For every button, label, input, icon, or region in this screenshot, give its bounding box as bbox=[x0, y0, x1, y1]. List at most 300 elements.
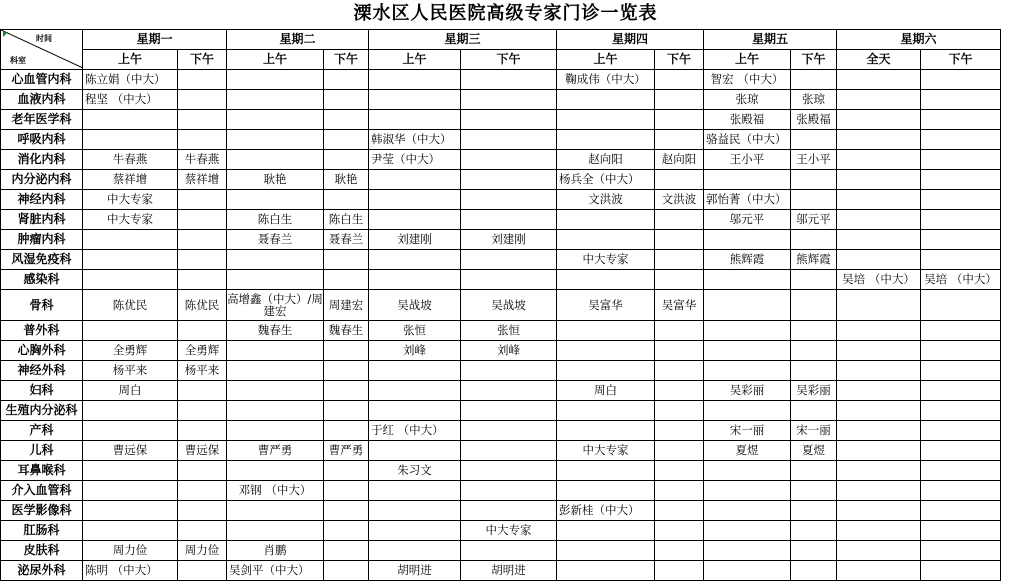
corner-time-label: 时间 bbox=[36, 34, 52, 43]
day-header: 星期二 bbox=[227, 30, 369, 50]
schedule-cell bbox=[324, 250, 369, 270]
table-row bbox=[1, 361, 1001, 381]
schedule-cell bbox=[227, 501, 324, 521]
schedule-cell bbox=[837, 501, 921, 521]
schedule-cell: 全勇辉 bbox=[83, 341, 178, 361]
schedule-cell: 周力俭 bbox=[178, 541, 227, 561]
schedule-cell bbox=[655, 90, 704, 110]
schedule-cell bbox=[791, 461, 837, 481]
schedule-table bbox=[0, 29, 1001, 581]
table-row bbox=[1, 150, 1001, 170]
schedule-cell bbox=[83, 501, 178, 521]
schedule-cell bbox=[837, 230, 921, 250]
corner-cell bbox=[1, 30, 83, 70]
schedule-cell bbox=[227, 190, 324, 210]
schedule-cell: 肖鹏 bbox=[227, 541, 324, 561]
schedule-cell bbox=[227, 70, 324, 90]
schedule-cell: 周力俭 bbox=[83, 541, 178, 561]
table-row bbox=[1, 421, 1001, 441]
schedule-cell bbox=[369, 361, 461, 381]
schedule-cell bbox=[557, 321, 655, 341]
schedule-cell bbox=[655, 210, 704, 230]
department-cell: 消化内科 bbox=[1, 150, 83, 170]
schedule-cell bbox=[461, 130, 557, 150]
schedule-cell: 曹严勇 bbox=[324, 441, 369, 461]
department-cell: 肿瘤内科 bbox=[1, 230, 83, 250]
schedule-cell bbox=[921, 501, 1001, 521]
schedule-cell bbox=[921, 150, 1001, 170]
schedule-cell bbox=[837, 421, 921, 441]
schedule-cell bbox=[227, 421, 324, 441]
schedule-cell bbox=[227, 250, 324, 270]
schedule-cell bbox=[837, 561, 921, 581]
schedule-cell: 王小平 bbox=[704, 150, 791, 170]
schedule-cell bbox=[791, 521, 837, 541]
schedule-cell: 杨兵全（中大） bbox=[557, 170, 655, 190]
schedule-cell bbox=[921, 190, 1001, 210]
session-header: 上午 bbox=[227, 50, 324, 70]
department-cell: 老年医学科 bbox=[1, 110, 83, 130]
schedule-cell: 熊辉霞 bbox=[704, 250, 791, 270]
session-header: 上午 bbox=[369, 50, 461, 70]
schedule-cell bbox=[324, 130, 369, 150]
schedule-cell bbox=[557, 561, 655, 581]
schedule-cell: 曹严勇 bbox=[227, 441, 324, 461]
schedule-cell bbox=[791, 190, 837, 210]
schedule-cell bbox=[704, 361, 791, 381]
schedule-cell: 宋一丽 bbox=[704, 421, 791, 441]
schedule-cell bbox=[324, 361, 369, 381]
schedule-cell: 文洪波 bbox=[655, 190, 704, 210]
schedule-cell bbox=[461, 361, 557, 381]
schedule-cell: 邬元平 bbox=[704, 210, 791, 230]
schedule-cell: 吴彩丽 bbox=[704, 381, 791, 401]
schedule-cell: 陈优民 bbox=[83, 290, 178, 321]
schedule-cell bbox=[837, 521, 921, 541]
schedule-cell bbox=[83, 321, 178, 341]
schedule-cell bbox=[655, 561, 704, 581]
schedule-cell: 骆益民（中大） bbox=[704, 130, 791, 150]
schedule-cell bbox=[557, 110, 655, 130]
schedule-cell: 周白 bbox=[557, 381, 655, 401]
schedule-cell: 牛春燕 bbox=[83, 150, 178, 170]
schedule-cell bbox=[655, 521, 704, 541]
schedule-cell bbox=[655, 481, 704, 501]
schedule-cell: 张琼 bbox=[791, 90, 837, 110]
schedule-cell bbox=[324, 341, 369, 361]
schedule-cell bbox=[324, 521, 369, 541]
schedule-cell bbox=[557, 130, 655, 150]
schedule-cell: 张恒 bbox=[461, 321, 557, 341]
schedule-cell: 吴剑平（中大） bbox=[227, 561, 324, 581]
schedule-cell: 胡明进 bbox=[461, 561, 557, 581]
schedule-cell bbox=[324, 150, 369, 170]
schedule-cell: 聂春兰 bbox=[227, 230, 324, 250]
schedule-cell bbox=[369, 190, 461, 210]
schedule-cell: 刘峰 bbox=[369, 341, 461, 361]
schedule-cell bbox=[461, 481, 557, 501]
schedule-cell bbox=[704, 561, 791, 581]
schedule-cell bbox=[655, 361, 704, 381]
schedule-cell bbox=[921, 230, 1001, 250]
schedule-cell bbox=[369, 70, 461, 90]
schedule-cell bbox=[83, 481, 178, 501]
schedule-cell bbox=[704, 521, 791, 541]
department-cell: 产科 bbox=[1, 421, 83, 441]
schedule-cell bbox=[178, 481, 227, 501]
schedule-cell bbox=[324, 401, 369, 421]
schedule-cell bbox=[791, 561, 837, 581]
schedule-cell: 全勇辉 bbox=[178, 341, 227, 361]
schedule-cell bbox=[921, 170, 1001, 190]
schedule-cell bbox=[324, 270, 369, 290]
schedule-cell bbox=[461, 110, 557, 130]
schedule-cell: 吴战坡 bbox=[369, 290, 461, 321]
schedule-cell bbox=[461, 421, 557, 441]
schedule-cell bbox=[227, 130, 324, 150]
table-row bbox=[1, 270, 1001, 290]
department-cell: 儿科 bbox=[1, 441, 83, 461]
department-cell: 神经内科 bbox=[1, 190, 83, 210]
table-row bbox=[1, 401, 1001, 421]
schedule-cell bbox=[557, 230, 655, 250]
schedule-cell bbox=[837, 70, 921, 90]
schedule-cell bbox=[369, 250, 461, 270]
table-row bbox=[1, 341, 1001, 361]
department-cell: 内分泌内科 bbox=[1, 170, 83, 190]
schedule-cell: 蔡祥增 bbox=[83, 170, 178, 190]
schedule-cell bbox=[557, 361, 655, 381]
schedule-body bbox=[1, 70, 1001, 581]
schedule-cell bbox=[178, 461, 227, 481]
schedule-cell bbox=[369, 521, 461, 541]
department-cell: 神经外科 bbox=[1, 361, 83, 381]
schedule-cell: 朱习文 bbox=[369, 461, 461, 481]
schedule-cell bbox=[557, 421, 655, 441]
schedule-cell bbox=[791, 501, 837, 521]
schedule-cell bbox=[178, 561, 227, 581]
schedule-cell bbox=[704, 401, 791, 421]
schedule-cell bbox=[83, 130, 178, 150]
schedule-cell bbox=[461, 270, 557, 290]
schedule-cell: 郭怡菁（中大） bbox=[704, 190, 791, 210]
schedule-cell: 曹远保 bbox=[178, 441, 227, 461]
schedule-cell bbox=[369, 501, 461, 521]
schedule-cell: 尹莹（中大） bbox=[369, 150, 461, 170]
schedule-cell bbox=[837, 361, 921, 381]
schedule-cell bbox=[655, 341, 704, 361]
schedule-cell bbox=[791, 70, 837, 90]
schedule-cell bbox=[791, 321, 837, 341]
schedule-cell: 张殿福 bbox=[704, 110, 791, 130]
schedule-cell bbox=[655, 270, 704, 290]
schedule-cell: 彭新桂（中大） bbox=[557, 501, 655, 521]
session-header: 下午 bbox=[921, 50, 1001, 70]
department-cell: 风湿免疫科 bbox=[1, 250, 83, 270]
schedule-cell bbox=[791, 401, 837, 421]
schedule-cell bbox=[461, 90, 557, 110]
schedule-cell: 张琼 bbox=[704, 90, 791, 110]
schedule-cell bbox=[178, 521, 227, 541]
schedule-cell bbox=[837, 541, 921, 561]
table-row bbox=[1, 210, 1001, 230]
schedule-cell bbox=[178, 210, 227, 230]
schedule-cell bbox=[791, 130, 837, 150]
schedule-cell: 赵向阳 bbox=[557, 150, 655, 170]
schedule-cell bbox=[369, 481, 461, 501]
schedule-cell: 曹远保 bbox=[83, 441, 178, 461]
schedule-cell bbox=[178, 270, 227, 290]
schedule-cell: 蔡祥增 bbox=[178, 170, 227, 190]
schedule-cell bbox=[557, 90, 655, 110]
schedule-cell bbox=[921, 210, 1001, 230]
schedule-cell bbox=[837, 170, 921, 190]
schedule-cell bbox=[791, 341, 837, 361]
department-cell: 骨科 bbox=[1, 290, 83, 321]
day-header: 星期三 bbox=[369, 30, 557, 50]
session-header: 下午 bbox=[324, 50, 369, 70]
session-header: 下午 bbox=[791, 50, 837, 70]
schedule-cell bbox=[557, 541, 655, 561]
schedule-cell bbox=[227, 361, 324, 381]
table-row bbox=[1, 541, 1001, 561]
schedule-cell: 于红 （中大） bbox=[369, 421, 461, 441]
schedule-cell bbox=[324, 481, 369, 501]
department-cell: 妇科 bbox=[1, 381, 83, 401]
schedule-cell bbox=[227, 461, 324, 481]
schedule-cell: 中大专家 bbox=[461, 521, 557, 541]
schedule-cell: 智宏 （中大） bbox=[704, 70, 791, 90]
schedule-cell bbox=[921, 521, 1001, 541]
schedule-cell bbox=[83, 401, 178, 421]
schedule-cell bbox=[369, 90, 461, 110]
schedule-cell: 牛春燕 bbox=[178, 150, 227, 170]
schedule-cell bbox=[655, 441, 704, 461]
table-row bbox=[1, 130, 1001, 150]
schedule-cell bbox=[369, 170, 461, 190]
schedule-cell: 吴战坡 bbox=[461, 290, 557, 321]
schedule-cell bbox=[324, 461, 369, 481]
table-row bbox=[1, 481, 1001, 501]
table-row bbox=[1, 190, 1001, 210]
schedule-cell bbox=[791, 230, 837, 250]
schedule-cell bbox=[837, 150, 921, 170]
schedule-cell: 中大专家 bbox=[83, 190, 178, 210]
schedule-cell bbox=[461, 70, 557, 90]
schedule-cell bbox=[227, 110, 324, 130]
schedule-cell bbox=[557, 481, 655, 501]
schedule-cell bbox=[921, 481, 1001, 501]
schedule-cell: 邓钢 （中大） bbox=[227, 481, 324, 501]
schedule-cell bbox=[83, 421, 178, 441]
schedule-cell bbox=[837, 210, 921, 230]
schedule-cell: 耿艳 bbox=[324, 170, 369, 190]
schedule-cell bbox=[324, 110, 369, 130]
department-cell: 呼吸内科 bbox=[1, 130, 83, 150]
department-cell: 医学影像科 bbox=[1, 501, 83, 521]
schedule-cell: 熊辉霞 bbox=[791, 250, 837, 270]
schedule-cell bbox=[324, 501, 369, 521]
corner-dept-label: 科室 bbox=[10, 56, 26, 65]
schedule-cell bbox=[227, 90, 324, 110]
schedule-cell bbox=[461, 210, 557, 230]
schedule-cell: 陈优民 bbox=[178, 290, 227, 321]
schedule-cell bbox=[369, 270, 461, 290]
schedule-cell bbox=[837, 441, 921, 461]
schedule-cell bbox=[83, 461, 178, 481]
schedule-cell bbox=[83, 110, 178, 130]
session-header: 上午 bbox=[557, 50, 655, 70]
schedule-cell bbox=[227, 521, 324, 541]
schedule-cell bbox=[921, 130, 1001, 150]
table-row bbox=[1, 230, 1001, 250]
schedule-cell: 胡明进 bbox=[369, 561, 461, 581]
schedule-cell bbox=[83, 230, 178, 250]
schedule-cell bbox=[227, 270, 324, 290]
session-header: 下午 bbox=[655, 50, 704, 70]
schedule-cell bbox=[921, 361, 1001, 381]
schedule-cell bbox=[461, 401, 557, 421]
schedule-cell bbox=[704, 290, 791, 321]
table-row bbox=[1, 461, 1001, 481]
schedule-cell bbox=[461, 150, 557, 170]
schedule-cell bbox=[704, 541, 791, 561]
schedule-cell bbox=[557, 461, 655, 481]
schedule-cell bbox=[227, 150, 324, 170]
schedule-cell bbox=[655, 381, 704, 401]
schedule-cell bbox=[655, 130, 704, 150]
schedule-cell bbox=[921, 441, 1001, 461]
schedule-cell bbox=[921, 561, 1001, 581]
schedule-cell bbox=[461, 541, 557, 561]
schedule-cell: 陈立娟（中大） bbox=[83, 70, 178, 90]
schedule-cell bbox=[921, 290, 1001, 321]
day-header: 星期四 bbox=[557, 30, 704, 50]
schedule-cell bbox=[369, 381, 461, 401]
schedule-cell bbox=[837, 341, 921, 361]
schedule-cell bbox=[324, 541, 369, 561]
schedule-cell bbox=[324, 90, 369, 110]
schedule-cell bbox=[921, 70, 1001, 90]
schedule-cell bbox=[921, 381, 1001, 401]
table-row bbox=[1, 381, 1001, 401]
day-header: 星期一 bbox=[83, 30, 227, 50]
schedule-cell: 程坚 （中大） bbox=[83, 90, 178, 110]
department-cell: 肾脏内科 bbox=[1, 210, 83, 230]
schedule-cell bbox=[704, 481, 791, 501]
schedule-cell bbox=[655, 230, 704, 250]
schedule-cell: 吴培 （中大） bbox=[921, 270, 1001, 290]
schedule-cell: 文洪波 bbox=[557, 190, 655, 210]
schedule-cell bbox=[178, 130, 227, 150]
schedule-cell bbox=[655, 501, 704, 521]
department-cell: 感染科 bbox=[1, 270, 83, 290]
schedule-cell: 魏春生 bbox=[324, 321, 369, 341]
schedule-cell bbox=[178, 230, 227, 250]
schedule-cell bbox=[227, 401, 324, 421]
schedule-cell bbox=[921, 341, 1001, 361]
schedule-cell bbox=[557, 270, 655, 290]
table-row bbox=[1, 321, 1001, 341]
schedule-cell bbox=[461, 501, 557, 521]
session-header: 上午 bbox=[704, 50, 791, 70]
schedule-cell: 赵向阳 bbox=[655, 150, 704, 170]
schedule-cell bbox=[704, 341, 791, 361]
schedule-cell bbox=[837, 110, 921, 130]
schedule-cell: 夏煜 bbox=[791, 441, 837, 461]
schedule-cell: 中大专家 bbox=[557, 441, 655, 461]
schedule-cell bbox=[557, 401, 655, 421]
schedule-cell bbox=[655, 401, 704, 421]
schedule-cell bbox=[178, 401, 227, 421]
page-title: 溧水区人民医院高级专家门诊一览表 bbox=[353, 3, 658, 24]
schedule-cell bbox=[837, 321, 921, 341]
schedule-cell bbox=[791, 170, 837, 190]
session-header-row bbox=[1, 50, 1001, 70]
table-row bbox=[1, 70, 1001, 90]
schedule-cell bbox=[461, 190, 557, 210]
table-row bbox=[1, 561, 1001, 581]
schedule-cell bbox=[655, 421, 704, 441]
schedule-cell bbox=[324, 421, 369, 441]
schedule-cell: 杨平来 bbox=[178, 361, 227, 381]
schedule-cell bbox=[837, 461, 921, 481]
table-row bbox=[1, 110, 1001, 130]
schedule-cell bbox=[369, 441, 461, 461]
session-header: 上午 bbox=[83, 50, 178, 70]
schedule-cell: 张恒 bbox=[369, 321, 461, 341]
schedule-cell bbox=[178, 501, 227, 521]
schedule-cell: 刘建刚 bbox=[369, 230, 461, 250]
schedule-cell bbox=[324, 381, 369, 401]
schedule-cell: 耿艳 bbox=[227, 170, 324, 190]
session-header: 下午 bbox=[461, 50, 557, 70]
department-cell: 肛肠科 bbox=[1, 521, 83, 541]
schedule-cell bbox=[921, 321, 1001, 341]
schedule-cell bbox=[704, 170, 791, 190]
cell-marker-icon bbox=[3, 32, 8, 37]
schedule-cell bbox=[921, 401, 1001, 421]
schedule-cell bbox=[921, 250, 1001, 270]
schedule-cell: 周白 bbox=[83, 381, 178, 401]
schedule-cell: 陈明 （中大） bbox=[83, 561, 178, 581]
schedule-cell: 聂春兰 bbox=[324, 230, 369, 250]
schedule-cell bbox=[178, 110, 227, 130]
department-cell: 皮肤科 bbox=[1, 541, 83, 561]
table-row bbox=[1, 90, 1001, 110]
schedule-cell bbox=[83, 250, 178, 270]
schedule-cell bbox=[324, 190, 369, 210]
table-row bbox=[1, 521, 1001, 541]
schedule-cell bbox=[921, 421, 1001, 441]
table-row bbox=[1, 290, 1001, 321]
schedule-cell bbox=[324, 561, 369, 581]
schedule-cell bbox=[461, 441, 557, 461]
schedule-cell: 中大专家 bbox=[557, 250, 655, 270]
department-cell: 介入血管科 bbox=[1, 481, 83, 501]
schedule-cell: 刘建刚 bbox=[461, 230, 557, 250]
schedule-cell bbox=[369, 110, 461, 130]
schedule-cell bbox=[369, 210, 461, 230]
schedule-cell bbox=[791, 290, 837, 321]
schedule-cell bbox=[83, 521, 178, 541]
schedule-cell bbox=[178, 250, 227, 270]
schedule-cell bbox=[837, 481, 921, 501]
schedule-cell bbox=[227, 381, 324, 401]
table-row bbox=[1, 170, 1001, 190]
schedule-cell: 吴培 （中大） bbox=[837, 270, 921, 290]
schedule-cell bbox=[178, 421, 227, 441]
